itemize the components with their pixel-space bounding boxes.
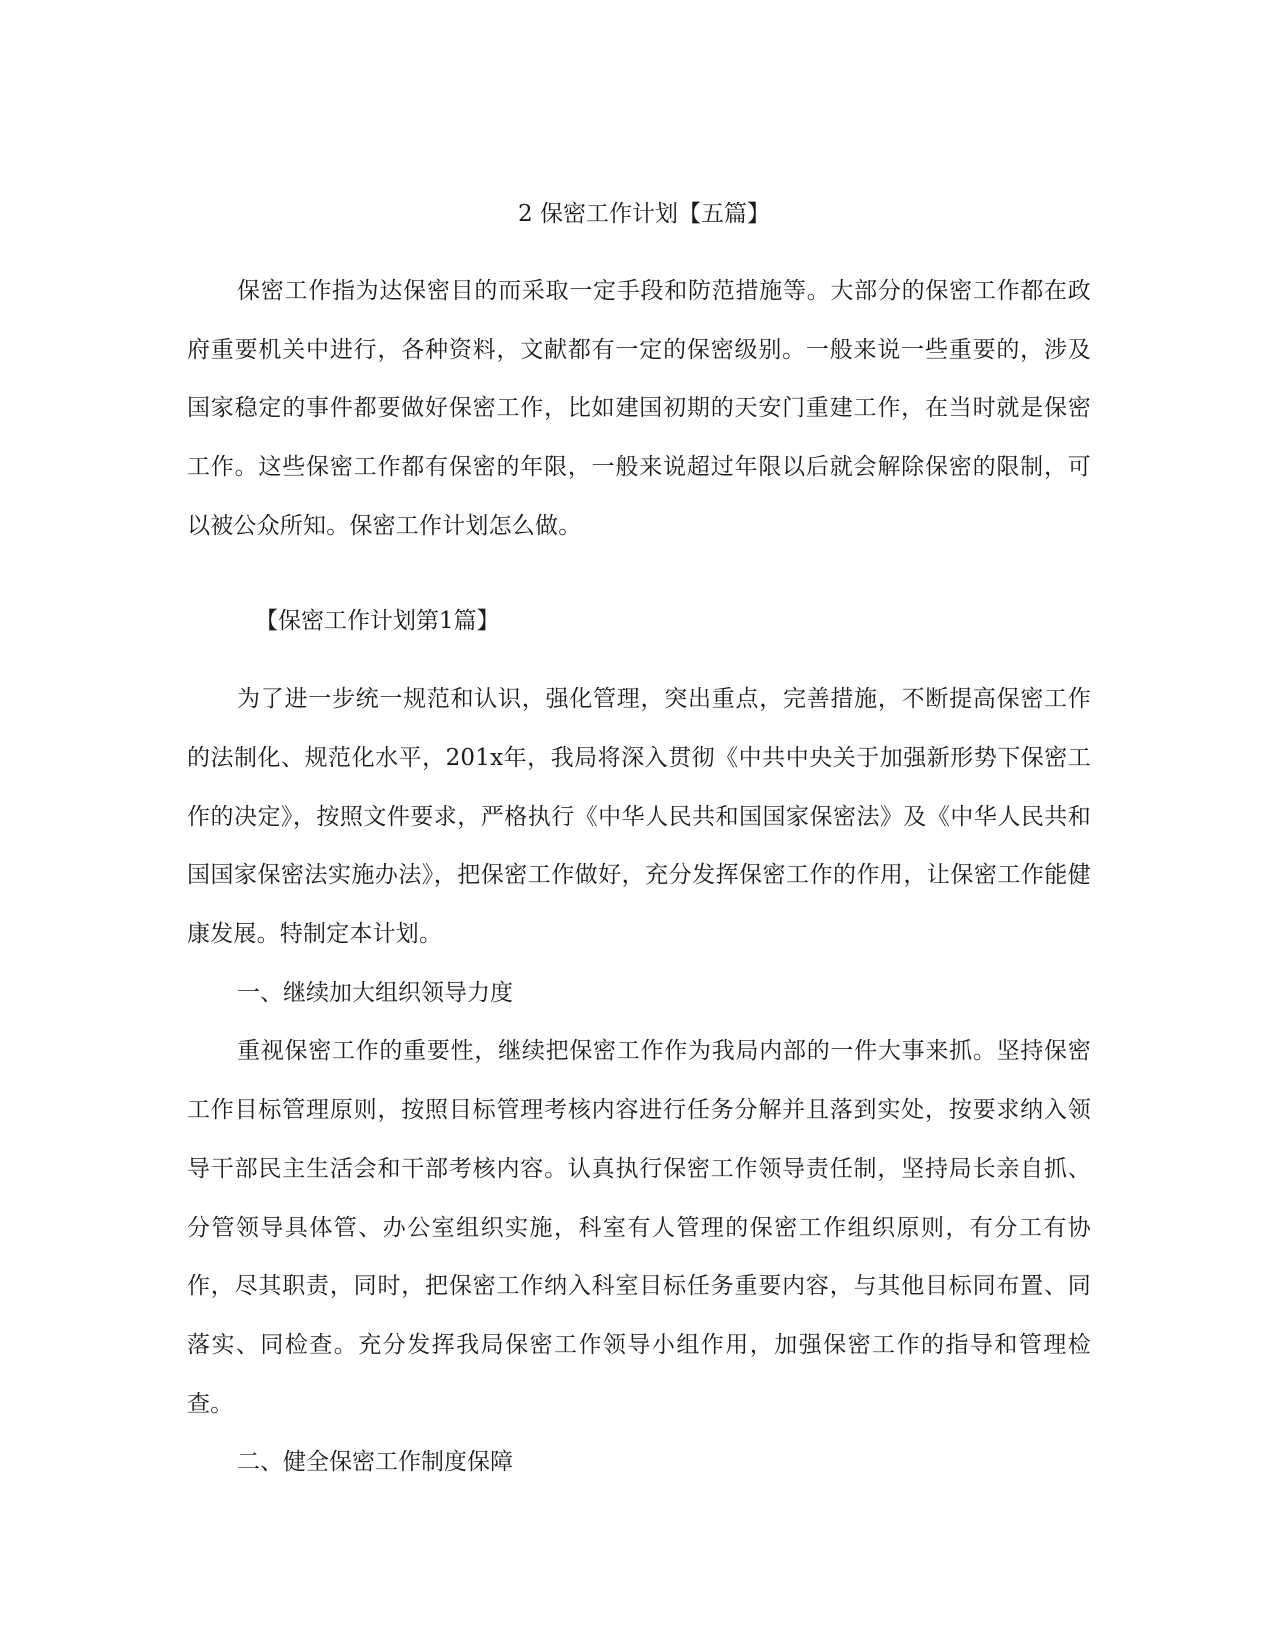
- item1-paragraph: 重视保密工作的重要性，继续把保密工作作为我局内部的一件大事来抓。坚持保密工作目标管理原则，按照目标管理考核内容进行任务分解并且落到实处，按要求纳入领导干部民主生活会和干部考核内容。认真执行保密工作领导责任制，坚持局长亲自抓、分管领导具体管、办公室组织实施，科室有人管理的保密工作组织原则，有分工有协作，尽其职责，同时，把保密工作纳入科室目标任务重要内容，与其他目标同布置、同落实、同检查。充分发挥我局保密工作领导小组作用，加强保密工作的指导和管理检查。: [187, 1038, 1091, 1417]
- document-page: [187, 196, 1091, 1492]
- item1-heading: 一、继续加大组织领导力度: [237, 979, 513, 1006]
- intro-paragraph: 保密工作指为达保密目的而采取一定手段和防范措施等。大部分的保密工作都在政府重要机关中进行，各种资料，文献都有一定的保密级别。一般来说一些重要的，涉及国家稳定的事件都要做好保密工作，比如建国初期的天安门重建工作，在当时就是保密工作。这些保密工作都有保密的年限，一般来说超过年限以后就会解除保密的限制，可以被公众所知。保密工作计划怎么做。: [187, 278, 1091, 539]
- section-intro-paragraph: 为了进一步统一规范和认识，强化管理，突出重点，完善措施，不断提高保密工作的法制化、规范化水平，201x年，我局将深入贯彻《中共中央关于加强新形势下保密工作的决定》，按照文件要求，严格执行《中华人民共和国国家保密法》及《中华人民共和国国家保密法实施办法》，把保密工作做好，充分发挥保密工作的作用，让保密工作能健康发展。特制定本计划。: [187, 686, 1091, 948]
- section-heading: 【保密工作计划第1篇】: [255, 607, 500, 634]
- document-title: 2 保密工作计划【五篇】: [518, 201, 770, 227]
- item2-heading: 二、健全保密工作制度保障: [237, 1449, 513, 1476]
